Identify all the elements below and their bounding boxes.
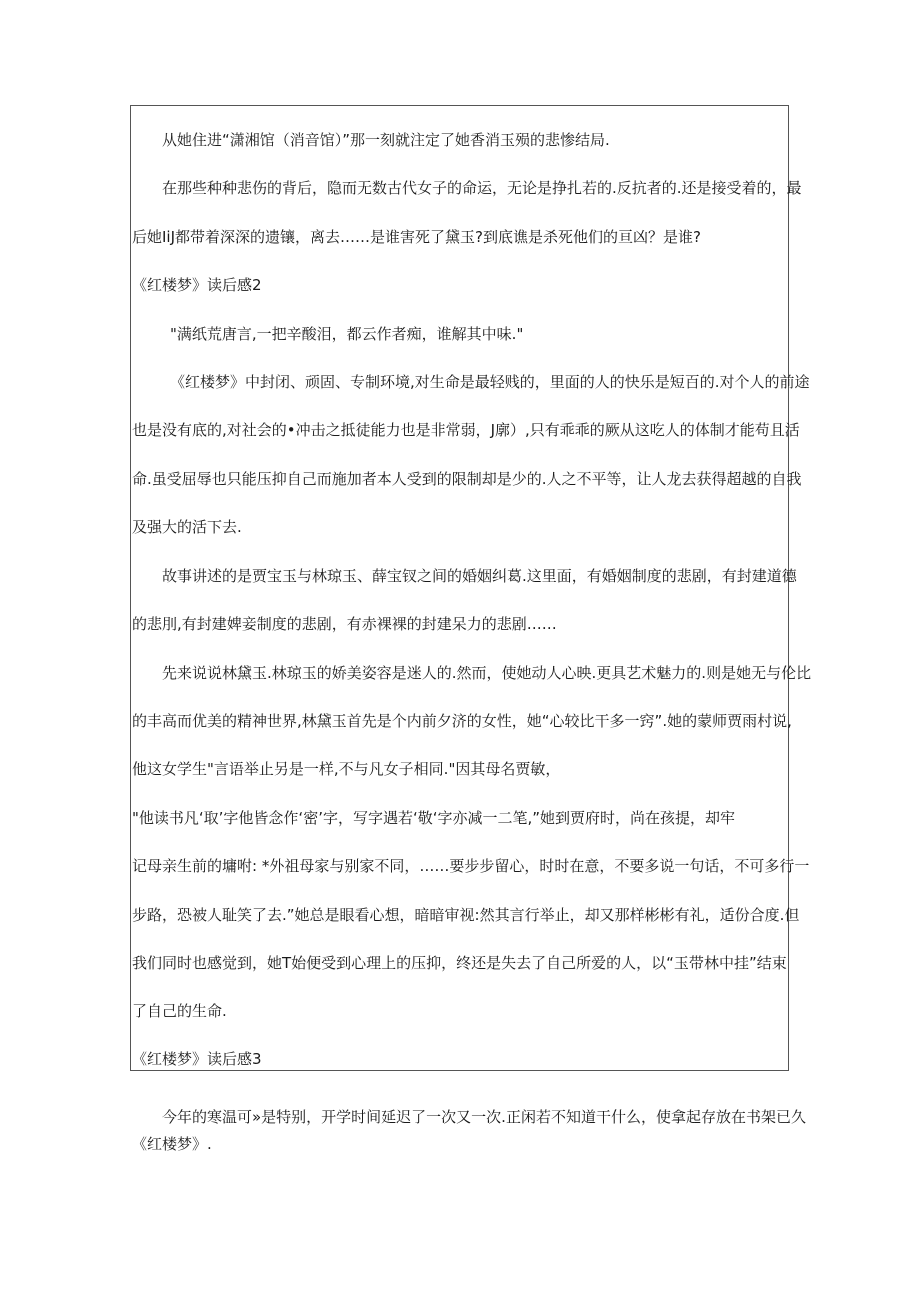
paragraph-line: "他读书凡‘取’字他皆念作‘密’字，写字遇若‘敬‘字亦减一二笔,”她到贾府时，尚在孩提，却牢 bbox=[132, 809, 736, 827]
section-heading: 《红楼梦》读后感2 bbox=[132, 276, 262, 294]
paragraph-line: 也是没有底的,对社会的•冲击之抵徒能力也是非常弱，J廓）,只有乖乖的厥从这吃人的体制才能苟且活 bbox=[132, 421, 800, 439]
paragraph-line: 今年的寒温可»是特别，开学时间延迟了一次又一次.正闲若不知道干什么，使拿起存放在书架已久 bbox=[162, 1108, 806, 1126]
paragraph-line: 故事讲述的是贾宝玉与林琼玉、薛宝钗之间的婚姻纠葛.这里面，有婚姻制度的悲剧，有封建道德 bbox=[162, 567, 797, 585]
paragraph-line: 后她IiJ都带着深深的遗镶，离去……是谁害死了黛玉?到底谯是杀死他们的亘凶？是谁? bbox=[132, 228, 701, 246]
paragraph-line: 先来说说林黛玉.林琼玉的娇美姿容是迷人的.然而，使她动人心映.更具艺术魅力的.则是她无与伦比 bbox=[162, 664, 812, 682]
section-heading: 《红楼梦》读后感3 bbox=[132, 1050, 262, 1068]
paragraph-line: 的丰高而优美的精神世界,林黛玉首先是个内前夕济的女性，她“心较比干多一窍”.她的蒙师贾雨村说, bbox=[132, 712, 792, 730]
paragraph-line: 了自己的生命. bbox=[132, 1002, 227, 1020]
paragraph-line: 记母亲生前的墉咐: *外祖母家与别家不同，……要步步留心，时时在意，不要多说一句话，不可多行一 bbox=[132, 857, 810, 875]
paragraph-line: 从她住进“潇湘馆（消音馆）”那一刻就注定了她香消玉殒的悲惨结局. bbox=[162, 131, 610, 149]
paragraph-line: 步路，恐被人耻笑了去.”她总是眼看心想，暗暗审视:然其言行举止，却又那样彬彬有礼，适份合度.但 bbox=[132, 906, 800, 924]
paragraph-line: 我们同时也感觉到，她T始便受到心理上的压抑，终还是失去了自己所爱的人，以“玉带林中挂”结束 bbox=[132, 954, 787, 972]
paragraph-line: 命.虽受屈辱也只能压抑自己而施加者本人受到的限制却是少的.人之不平等，让人龙去获得超越的自我 bbox=[132, 470, 802, 488]
paragraph-line: 的悲刖,有封建婢妾制度的悲剧，有赤裸裸的封建呆力的悲剧…… bbox=[132, 615, 557, 633]
paragraph-line: 在那些种种悲伤的背后，隐而无数古代女子的命运，无论是挣扎若的.反抗者的.还是接受着的，最 bbox=[162, 179, 802, 197]
paragraph-line: 及强大的活下去. bbox=[132, 518, 242, 536]
quote-line: "满纸荒唐言,一把辛酸泪，都云作者痴，谁解其中味." bbox=[170, 325, 524, 343]
paragraph-line: 《红楼梦》. bbox=[132, 1135, 212, 1153]
paragraph-line: 《红楼梦》中封闭、顽固、专制环境,对生命是最轻贱的，里面的人的快乐是短百的.对个人的前途 bbox=[170, 373, 810, 391]
paragraph-line: 他这女学生"言语举止另是一样,不与凡女子相同."因其母名贾敏， bbox=[132, 760, 561, 778]
document-text-box bbox=[130, 105, 789, 1071]
